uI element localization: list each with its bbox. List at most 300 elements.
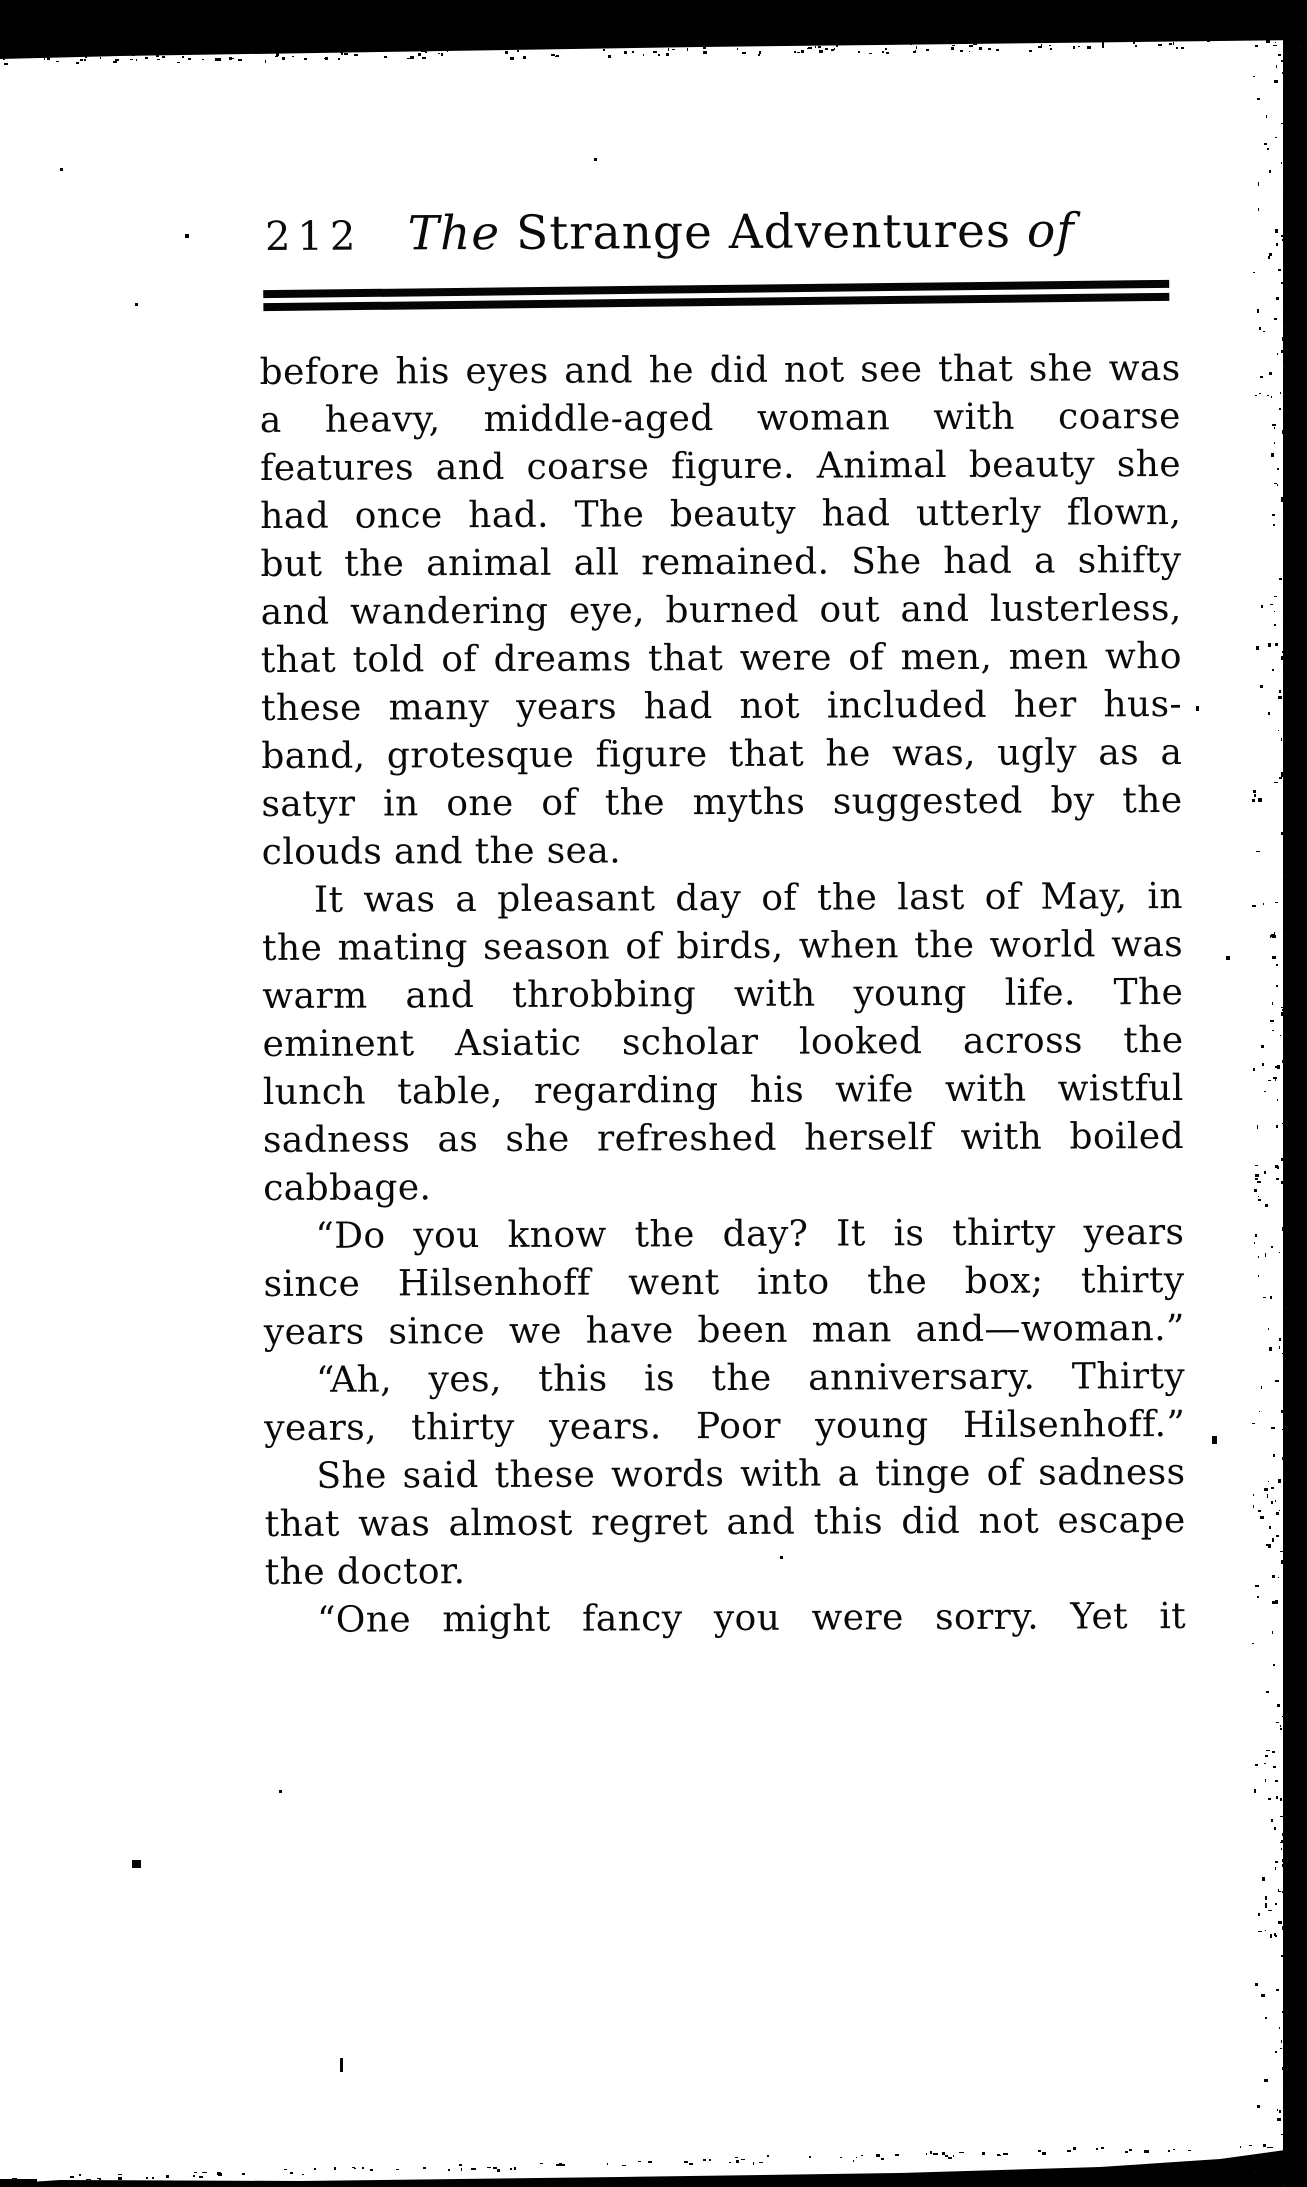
ink-speck [1257, 1125, 1258, 1129]
ink-speck [1196, 706, 1199, 711]
text-line: that was almost regret and this did not escape [264, 1499, 1186, 1545]
ink-speck [1284, 884, 1287, 888]
ink-speck [861, 2155, 864, 2156]
ink-speck [1168, 2150, 1170, 2152]
ink-speck [146, 2177, 148, 2179]
ink-speck [1144, 2150, 1148, 2152]
running-title-italic-tail: of [1026, 203, 1075, 259]
ink-speck [1284, 688, 1288, 691]
body-text [260, 345, 1187, 1645]
ink-speck [1284, 81, 1285, 83]
ink-speck [1283, 191, 1285, 194]
ink-speck [1264, 1763, 1266, 1764]
ink-speck [1272, 935, 1276, 938]
ink-speck [1281, 1955, 1283, 1958]
ink-speck [1272, 1601, 1276, 1604]
ink-speck [1275, 1600, 1278, 1604]
ink-speck [4, 63, 8, 66]
ink-speck [1275, 1861, 1278, 1862]
ink-speck [1276, 1178, 1279, 1180]
ink-speck [202, 2172, 207, 2173]
ink-speck [1284, 791, 1285, 793]
ink-speck [1280, 1798, 1282, 1801]
ink-speck [556, 2164, 560, 2166]
ink-speck [1255, 1234, 1258, 1237]
ink-speck [1283, 747, 1284, 749]
ink-speck [1281, 1007, 1284, 1008]
ink-speck [1125, 2151, 1128, 2153]
ink-speck [840, 2157, 842, 2159]
ink-speck [1274, 782, 1278, 784]
ink-speck [1283, 80, 1284, 82]
ink-speck [1284, 975, 1285, 977]
ink-speck [1280, 1551, 1283, 1552]
ink-speck [218, 2173, 221, 2176]
ink-speck [1265, 1253, 1266, 1257]
ink-speck [559, 2163, 562, 2164]
ink-speck [684, 2161, 687, 2163]
ink-speck [1181, 47, 1184, 49]
ink-speck [1282, 1716, 1284, 1717]
ink-speck [1226, 956, 1230, 960]
text-line: the mating season of birds, when the world was [262, 923, 1184, 970]
ink-speck [1273, 1664, 1276, 1666]
ink-speck [1268, 643, 1271, 646]
ink-speck [1255, 1585, 1258, 1587]
text-line: It was a pleasant day of the last of May, in [313, 875, 1184, 921]
text-line: eminent Asiatic scholar looked across the [262, 1019, 1184, 1065]
ink-speck [1279, 1252, 1280, 1254]
ink-speck [1284, 1018, 1285, 1019]
ink-speck [1278, 1577, 1279, 1578]
ink-speck [1271, 1819, 1273, 1822]
ink-speck [1279, 578, 1282, 580]
ink-speck [194, 2172, 197, 2174]
ink-speck [1276, 65, 1278, 68]
ink-speck [1284, 621, 1285, 623]
ink-speck [1275, 1380, 1279, 1383]
ink-speck [1283, 326, 1287, 329]
ink-speck [1283, 1320, 1284, 1324]
ink-speck [1283, 746, 1286, 748]
ink-speck [741, 2159, 745, 2160]
ink-speck [1267, 148, 1269, 151]
ink-speck [1272, 1751, 1275, 1753]
ink-speck [809, 2156, 811, 2158]
ink-speck [1255, 1174, 1259, 1177]
ink-speck [1283, 1363, 1285, 1365]
ink-speck [1282, 1457, 1285, 1460]
text-line: “Do you know the day? It is thirty years [315, 1211, 1185, 1257]
ink-speck [1258, 798, 1262, 801]
ink-speck [1277, 2118, 1280, 2121]
ink-speck [1277, 1065, 1280, 1068]
ink-speck [1281, 235, 1284, 238]
ink-speck [1096, 2148, 1097, 2150]
ink-speck [1258, 182, 1260, 185]
ink-speck [1275, 2051, 1277, 2053]
text-line: had once had. The beauty had utterly flown, [260, 491, 1182, 538]
ink-speck [1284, 2147, 1287, 2149]
ink-speck [856, 2157, 857, 2159]
ink-speck [1282, 239, 1283, 241]
ink-speck [1275, 1867, 1276, 1870]
ink-speck [1281, 499, 1283, 502]
ink-speck [202, 59, 205, 61]
scan-corner-mark [0, 2179, 37, 2187]
ink-speck [1282, 1123, 1285, 1124]
ink-speck [1257, 1181, 1261, 1183]
ink-speck [1264, 2079, 1267, 2082]
ink-speck [182, 56, 184, 58]
ink-speck [193, 2175, 195, 2177]
ink-speck [1282, 775, 1283, 777]
ink-speck [1271, 453, 1273, 456]
ink-speck [80, 59, 83, 61]
ink-speck [1253, 790, 1256, 794]
ink-speck [1259, 393, 1262, 394]
ink-speck [1265, 2017, 1267, 2020]
text-line: a heavy, middle-aged woman with coarse [259, 395, 1181, 442]
text-line: and wandering eye, burned out and lusterless, [260, 587, 1182, 634]
ink-speck [1272, 1030, 1273, 1031]
ink-speck [1280, 1816, 1282, 1817]
ink-speck [1265, 1204, 1268, 1208]
ink-speck [689, 2163, 694, 2166]
ink-speck [1188, 2150, 1191, 2151]
ink-speck [1282, 1009, 1283, 1010]
ink-speck [1284, 851, 1285, 852]
ink-speck [1129, 2149, 1132, 2152]
ink-speck [1269, 1526, 1271, 1530]
ink-speck [1284, 1307, 1288, 1309]
ink-speck [1257, 309, 1259, 313]
ink-speck [461, 2168, 462, 2171]
ink-speck [1284, 277, 1287, 280]
ink-speck [1275, 1500, 1276, 1503]
ink-speck [1272, 424, 1275, 426]
ink-speck [561, 2164, 565, 2167]
ink-speck [1207, 40, 1210, 42]
page-header [259, 203, 1180, 269]
ink-speck [1283, 1824, 1285, 1827]
text-line: sadness as she refreshed herself with boiled [262, 1115, 1185, 1161]
ink-speck [493, 2167, 498, 2169]
ink-speck [1253, 1068, 1255, 1071]
ink-speck [1067, 2150, 1071, 2152]
ink-speck [84, 59, 86, 61]
ink-speck [1269, 1347, 1272, 1350]
ink-speck [459, 2164, 462, 2166]
ink-speck [1263, 1297, 1266, 1298]
ink-speck [1255, 1983, 1258, 1986]
ink-speck [607, 2163, 609, 2164]
ink-speck [1265, 1903, 1268, 1907]
ink-speck [1282, 1353, 1286, 1354]
ink-speck [1276, 297, 1279, 300]
ink-speck [1277, 353, 1278, 355]
ink-speck [1283, 926, 1284, 928]
ink-speck [1003, 2153, 1007, 2155]
ink-speck [1283, 365, 1286, 368]
ink-speck [1276, 1512, 1278, 1515]
ink-speck [648, 2161, 652, 2163]
ink-speck [1283, 515, 1285, 518]
ink-speck [1283, 51, 1286, 55]
ink-speck [735, 2157, 738, 2158]
ink-speck [1270, 604, 1274, 605]
ink-speck [1266, 1691, 1269, 1693]
text-line: the doctor. [264, 1551, 466, 1593]
ink-speck [132, 54, 136, 56]
ink-speck [1274, 442, 1276, 444]
ink-speck [1276, 985, 1278, 987]
ink-speck [242, 2173, 246, 2175]
ink-speck [99, 2178, 101, 2180]
ink-speck [1258, 208, 1259, 211]
ink-speck [1272, 1538, 1274, 1542]
ink-speck [60, 168, 63, 171]
text-line: before his eyes and he did not see that she was [259, 347, 1181, 394]
ink-speck [1279, 1510, 1280, 1512]
ink-speck [1252, 905, 1256, 906]
ink-speck [1284, 1749, 1286, 1753]
ink-speck [1283, 1335, 1286, 1336]
ink-speck [1269, 170, 1271, 172]
ink-speck [1284, 22, 1285, 25]
ink-speck [1261, 1386, 1262, 1389]
ink-speck [1284, 1672, 1287, 1673]
ink-speck [448, 2169, 450, 2171]
ink-speck [1277, 1166, 1279, 1169]
ink-speck [12, 2178, 17, 2181]
ink-speck [1281, 497, 1285, 499]
scan-right-edge-shadow [1283, 0, 1307, 2187]
ink-speck [1265, 1896, 1267, 1900]
ink-speck [1282, 430, 1283, 433]
ink-speck [1282, 1429, 1284, 1430]
ink-speck [1271, 2147, 1273, 2148]
ink-speck [1264, 1488, 1268, 1490]
text-line: years, thirty years. Poor young Hilsenhoff.” [264, 1403, 1186, 1449]
ink-speck [1262, 1877, 1265, 1881]
ink-speck [1275, 902, 1278, 903]
ink-speck [1275, 643, 1279, 646]
ink-speck [1212, 1436, 1217, 1444]
ink-speck [1273, 524, 1275, 525]
text-line: since Hilsenhoff went into the box; thirty [263, 1259, 1185, 1305]
ink-speck [1284, 1292, 1285, 1295]
ink-speck [177, 62, 181, 63]
ink-speck [1274, 1933, 1276, 1936]
ink-speck [1274, 611, 1275, 612]
ink-speck [1282, 1859, 1285, 1862]
ink-speck [1279, 1346, 1281, 1349]
ink-speck [1281, 832, 1284, 835]
ink-speck [1280, 2048, 1283, 2049]
ink-speck [1284, 874, 1288, 878]
ink-speck [1284, 2149, 1287, 2152]
ink-speck [152, 2177, 154, 2178]
ink-speck [1282, 1926, 1285, 1930]
ink-speck [1277, 2109, 1278, 2111]
ink-speck [113, 61, 117, 63]
ink-speck [396, 2169, 400, 2170]
ink-speck [1279, 2110, 1282, 2113]
ink-speck [1282, 2067, 1285, 2070]
ink-speck [218, 58, 220, 61]
ink-speck [1274, 80, 1278, 83]
ink-speck [1276, 243, 1278, 246]
ink-speck [185, 234, 189, 238]
ink-speck [767, 2155, 769, 2157]
ink-speck [1265, 1904, 1268, 1908]
ink-speck [1277, 468, 1279, 470]
ink-speck [1279, 54, 1281, 56]
ink-speck [132, 1860, 141, 1868]
ink-speck [1275, 137, 1277, 139]
ink-speck [1261, 1045, 1264, 1048]
ink-speck [1284, 2117, 1286, 2119]
ink-speck [1274, 1827, 1276, 1830]
ink-speck [1269, 253, 1272, 256]
ink-speck [1279, 2027, 1280, 2029]
ink-speck [1265, 1779, 1266, 1782]
ink-speck [334, 2167, 336, 2170]
ink-speck [1272, 956, 1276, 959]
ink-speck [997, 2155, 1001, 2156]
ink-speck [1253, 1494, 1254, 1496]
ink-speck [1283, 1478, 1285, 1481]
text-line: lunch table, regarding his wife with wistful [262, 1067, 1184, 1113]
ink-speck [1284, 349, 1285, 352]
ink-speck [115, 59, 119, 60]
ink-speck [1263, 903, 1265, 905]
ink-speck [982, 2152, 985, 2155]
ink-speck [1258, 1275, 1259, 1277]
ink-speck [1283, 46, 1285, 47]
ink-speck [1283, 175, 1284, 178]
ink-speck [1255, 1764, 1258, 1766]
ink-speck [1266, 1544, 1269, 1546]
ink-speck [1271, 396, 1272, 398]
ink-speck [1261, 605, 1264, 608]
ink-speck [1276, 1722, 1279, 1724]
ink-speck [1271, 1427, 1275, 1429]
ink-speck [1283, 1798, 1286, 1800]
ink-speck [1253, 272, 1255, 274]
ink-speck [1262, 2180, 1264, 2182]
ink-speck [1281, 282, 1283, 285]
text-line: cabbage. [263, 1167, 432, 1209]
ink-speck [942, 2152, 945, 2155]
ink-speck [1266, 1750, 1270, 1751]
running-title-main: Strange Adventures [500, 203, 1028, 261]
ink-speck [1268, 1328, 1270, 1329]
ink-speck [156, 55, 158, 57]
ink-speck [20, 57, 24, 58]
ink-speck [1264, 143, 1267, 144]
ink-speck [1283, 673, 1286, 677]
ink-speck [1282, 337, 1284, 341]
ink-speck [1282, 1227, 1284, 1231]
ink-speck [1281, 775, 1283, 777]
ink-speck [1284, 92, 1285, 93]
text-line: warm and throbbing with young life. The [262, 971, 1184, 1017]
ink-speck [1254, 1789, 1257, 1793]
ink-speck [1284, 1225, 1287, 1227]
ink-speck [340, 2058, 343, 2072]
ink-speck [953, 2155, 954, 2158]
ink-speck [1274, 427, 1275, 429]
text-line: clouds and the sea. [261, 830, 622, 874]
ink-speck [1283, 272, 1285, 273]
ink-speck [1263, 331, 1265, 332]
ink-speck [945, 2155, 947, 2157]
ink-speck [47, 57, 50, 60]
ink-speck [1273, 1766, 1276, 1769]
ink-speck [1272, 1002, 1273, 1005]
ink-speck [1280, 1728, 1282, 1730]
ink-speck [510, 2168, 512, 2170]
ink-speck [709, 2159, 711, 2161]
ink-speck [1283, 263, 1285, 267]
ink-speck [1281, 60, 1283, 62]
ink-speck [1298, 46, 1301, 47]
ink-speck [1284, 46, 1286, 49]
ink-speck [881, 2158, 884, 2159]
ink-speck [130, 59, 133, 60]
ink-speck [1270, 1934, 1271, 1937]
ink-speck [1275, 229, 1279, 233]
ink-speck [1272, 669, 1274, 671]
ink-speck [736, 2160, 739, 2163]
ink-speck [1282, 1864, 1286, 1867]
text-line: that told of dreams that were of men, men who [260, 635, 1182, 682]
ink-speck [1281, 1158, 1284, 1161]
ink-speck [487, 2167, 491, 2169]
ink-speck [1281, 772, 1285, 775]
ink-speck [1274, 932, 1275, 936]
ink-speck [1265, 1930, 1266, 1931]
ink-speck [1280, 1842, 1282, 1843]
ink-speck [1283, 1053, 1285, 1057]
ink-speck [1259, 327, 1261, 330]
ink-speck [948, 2157, 952, 2159]
ink-speck [1273, 1077, 1276, 1079]
ink-speck [1258, 1931, 1261, 1933]
ink-speck [1283, 2183, 1286, 2185]
ink-speck [1258, 1913, 1260, 1916]
ink-speck [1274, 483, 1277, 484]
ink-speck [1283, 2083, 1285, 2085]
ink-speck [1255, 1178, 1258, 1180]
ink-speck [135, 303, 138, 306]
ink-speck [1267, 395, 1269, 397]
ink-speck [1283, 1466, 1285, 1470]
text-line: these many years had not included her hus- [260, 683, 1183, 730]
ink-speck [1272, 1575, 1275, 1578]
ink-speck [1258, 1199, 1261, 1201]
ink-speck [1272, 514, 1276, 516]
ink-speck [1284, 206, 1286, 210]
ink-speck [1284, 162, 1286, 163]
ink-speck [1295, 2146, 1298, 2147]
ink-speck [136, 59, 137, 62]
ink-speck [1283, 83, 1285, 86]
ink-speck [1283, 1407, 1286, 1409]
ink-speck [703, 2159, 706, 2161]
